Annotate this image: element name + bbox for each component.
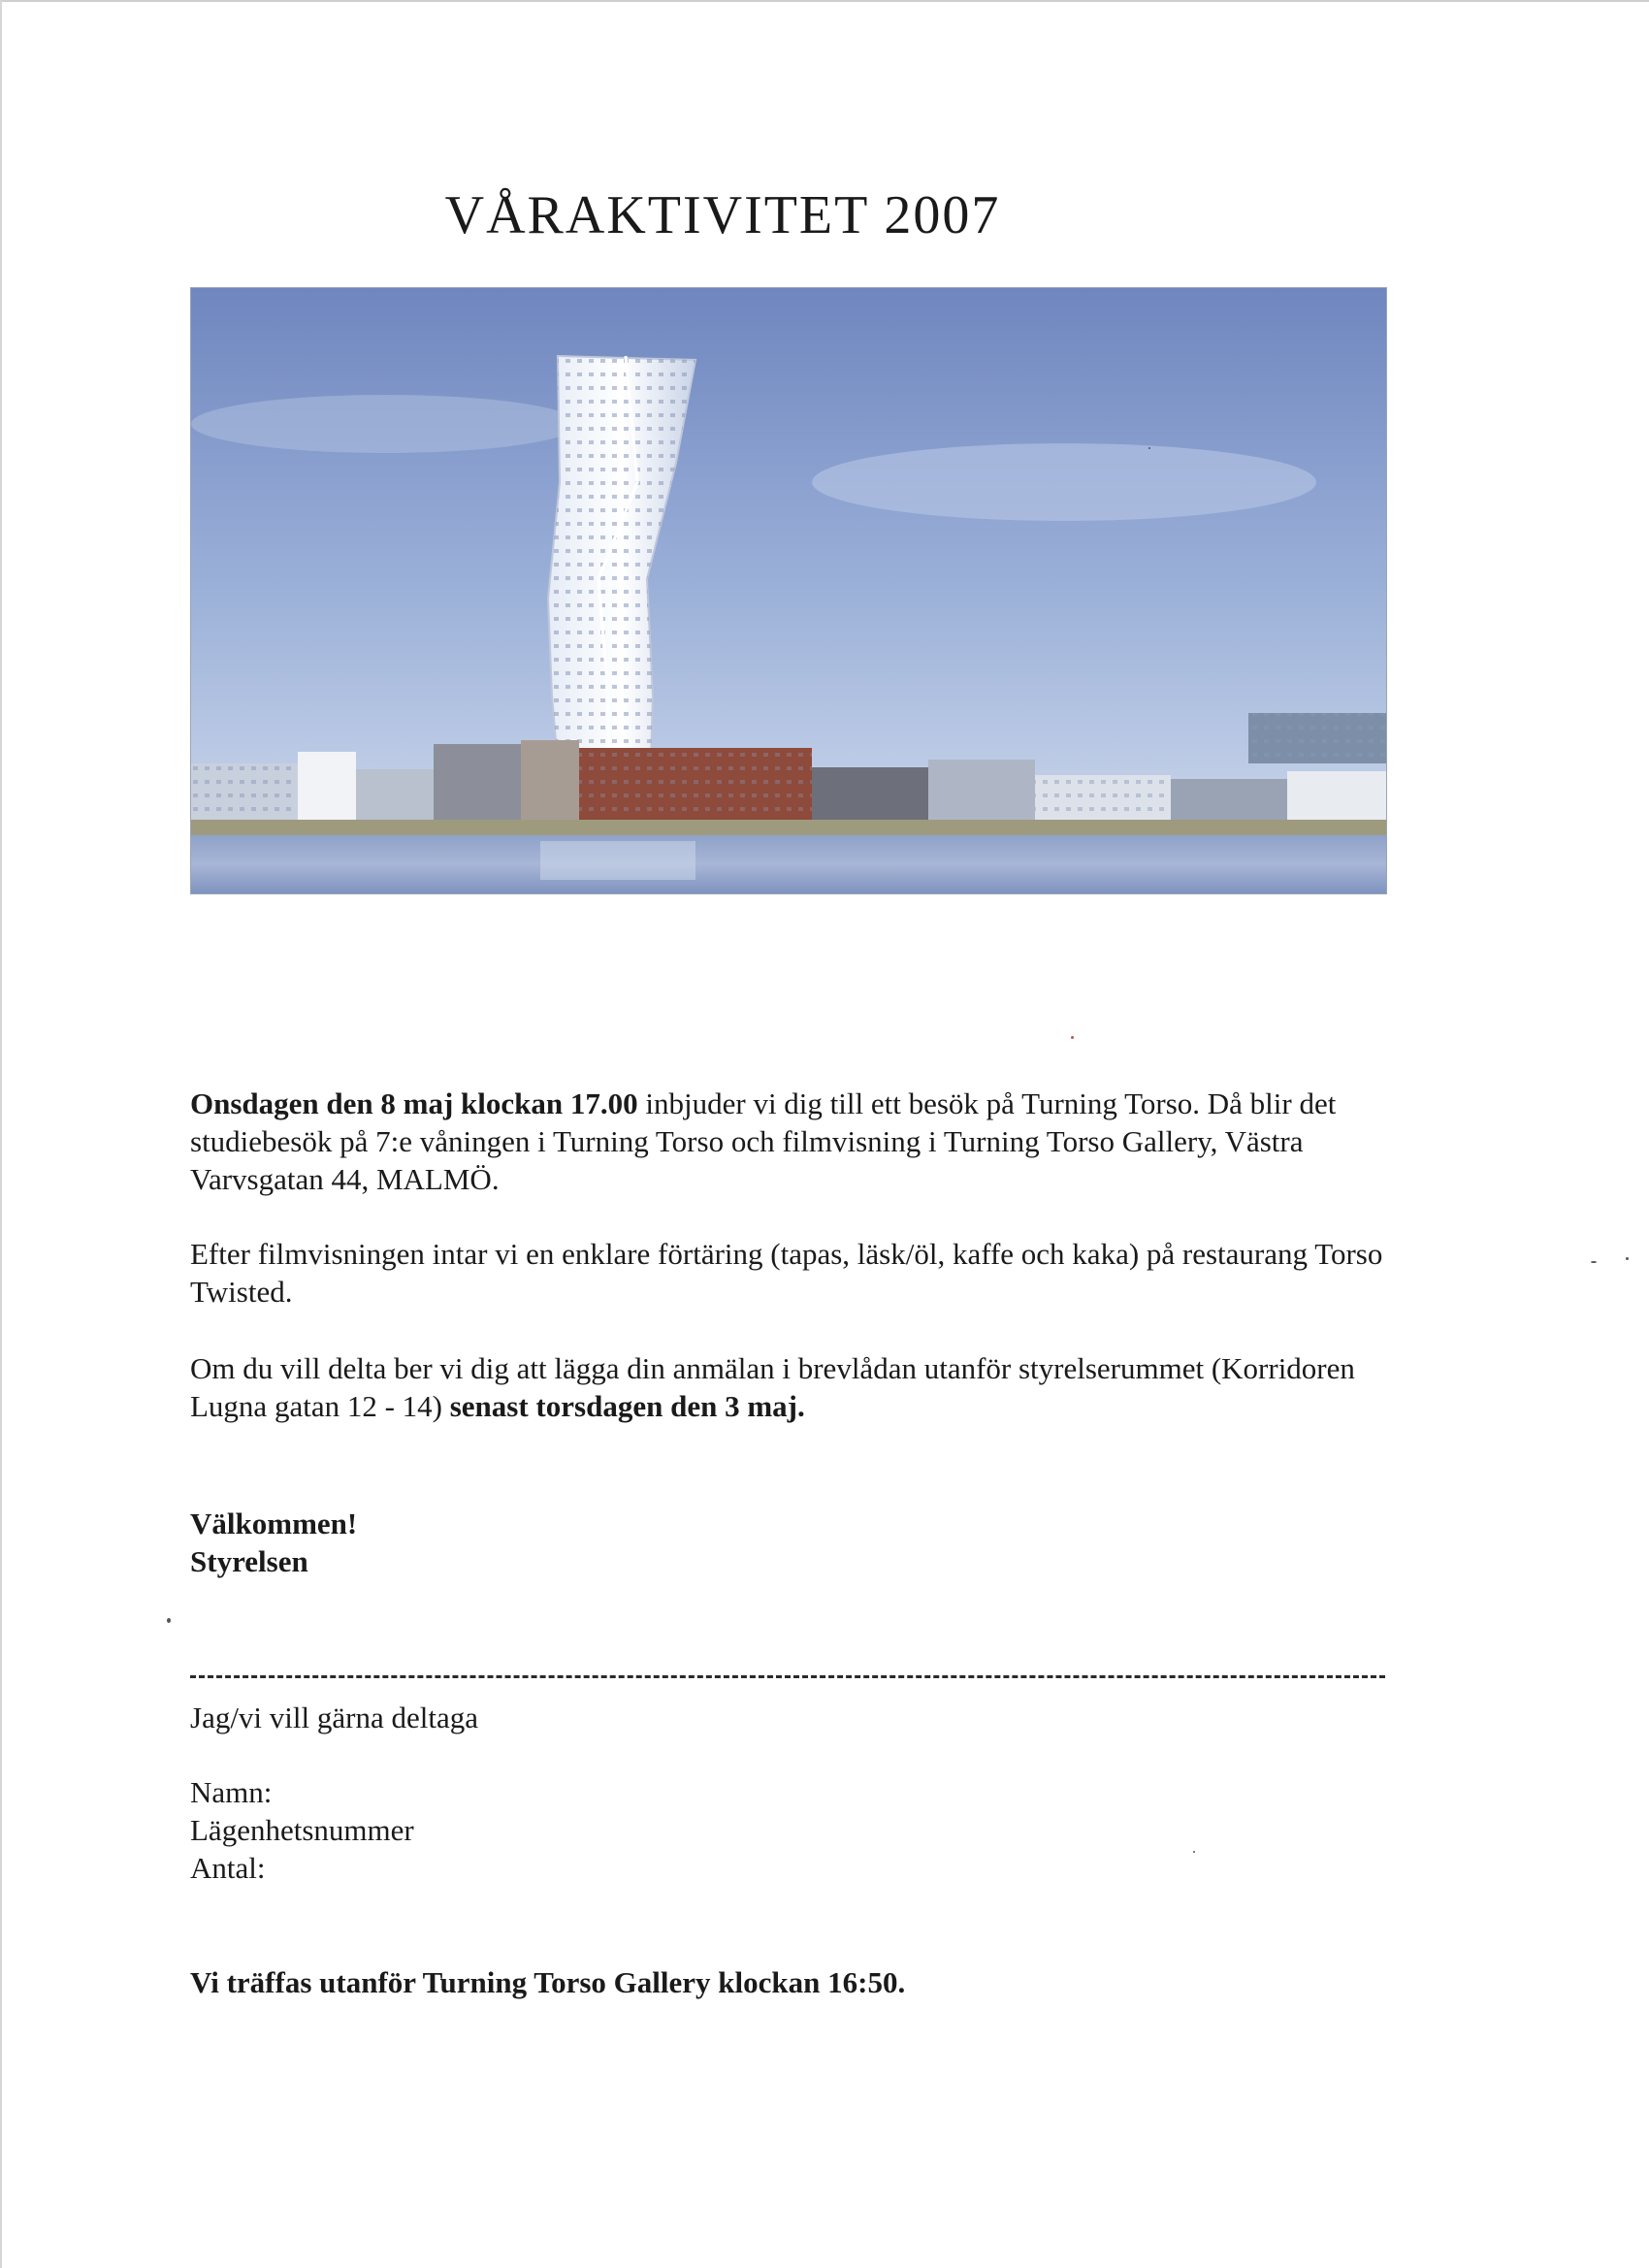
scan-edge-top (0, 0, 1649, 2)
cloud (812, 443, 1316, 521)
scan-speck (1591, 1261, 1597, 1263)
cut-line-divider (190, 1675, 1385, 1678)
cloud (191, 395, 579, 453)
event-date-time: Onsdagen den 8 maj klockan 17.00 (190, 1086, 638, 1120)
apartment-field-label: Lägenhetsnummer (190, 1813, 414, 1847)
invitation-paragraph (190, 1085, 1412, 1198)
scan-speck (1626, 1257, 1629, 1260)
turning-torso-photo (190, 287, 1387, 894)
welcome-text: Välkommen! (190, 1507, 358, 1540)
closing (190, 1505, 1412, 1580)
scan-speck (1193, 1851, 1195, 1853)
signature: Styrelsen (190, 1544, 308, 1578)
scan-speck (1071, 1036, 1074, 1039)
scan-edge-left (0, 0, 2, 2268)
form-heading: Jag/vi vill gärna deltaga (190, 1701, 478, 1734)
invitation-details: inbjuder vi dig till ett besök på Turning Torso. Då blir det studiebesök på 7:e våningen i Turning Torso och filmvisning i Turning Torso Gallery, Västra Varvsgatan 44, MALMÖ. (190, 1086, 1337, 1196)
scan-speck (167, 1618, 171, 1623)
scan-speck (1148, 447, 1150, 449)
building (1248, 713, 1386, 763)
signup-form (190, 1773, 1412, 1887)
count-field-label: Antal: (190, 1851, 266, 1885)
shoreline (191, 820, 1386, 835)
meeting-note: Vi träffas utanför Turning Torso Gallery klockan 16:50. (190, 1965, 906, 1999)
page-title: VÅRAKTIVITET 2007 (444, 185, 1001, 245)
name-field-label: Namn: (190, 1775, 273, 1809)
water (191, 835, 1386, 893)
refreshments-paragraph: Efter filmvisningen intar vi en enklare förtäring (tapas, läsk/öl, kaffe och kaka) på restaurang Torso Twisted. (190, 1237, 1383, 1309)
signup-instructions: Om du vill delta ber vi dig att lägga din anmälan i brevlådan utanför styrelserummet (Korridoren Lugna gatan 12 - 14) (190, 1351, 1355, 1423)
signup-paragraph (190, 1349, 1412, 1425)
signup-deadline: senast torsdagen den 3 maj. (449, 1389, 805, 1423)
